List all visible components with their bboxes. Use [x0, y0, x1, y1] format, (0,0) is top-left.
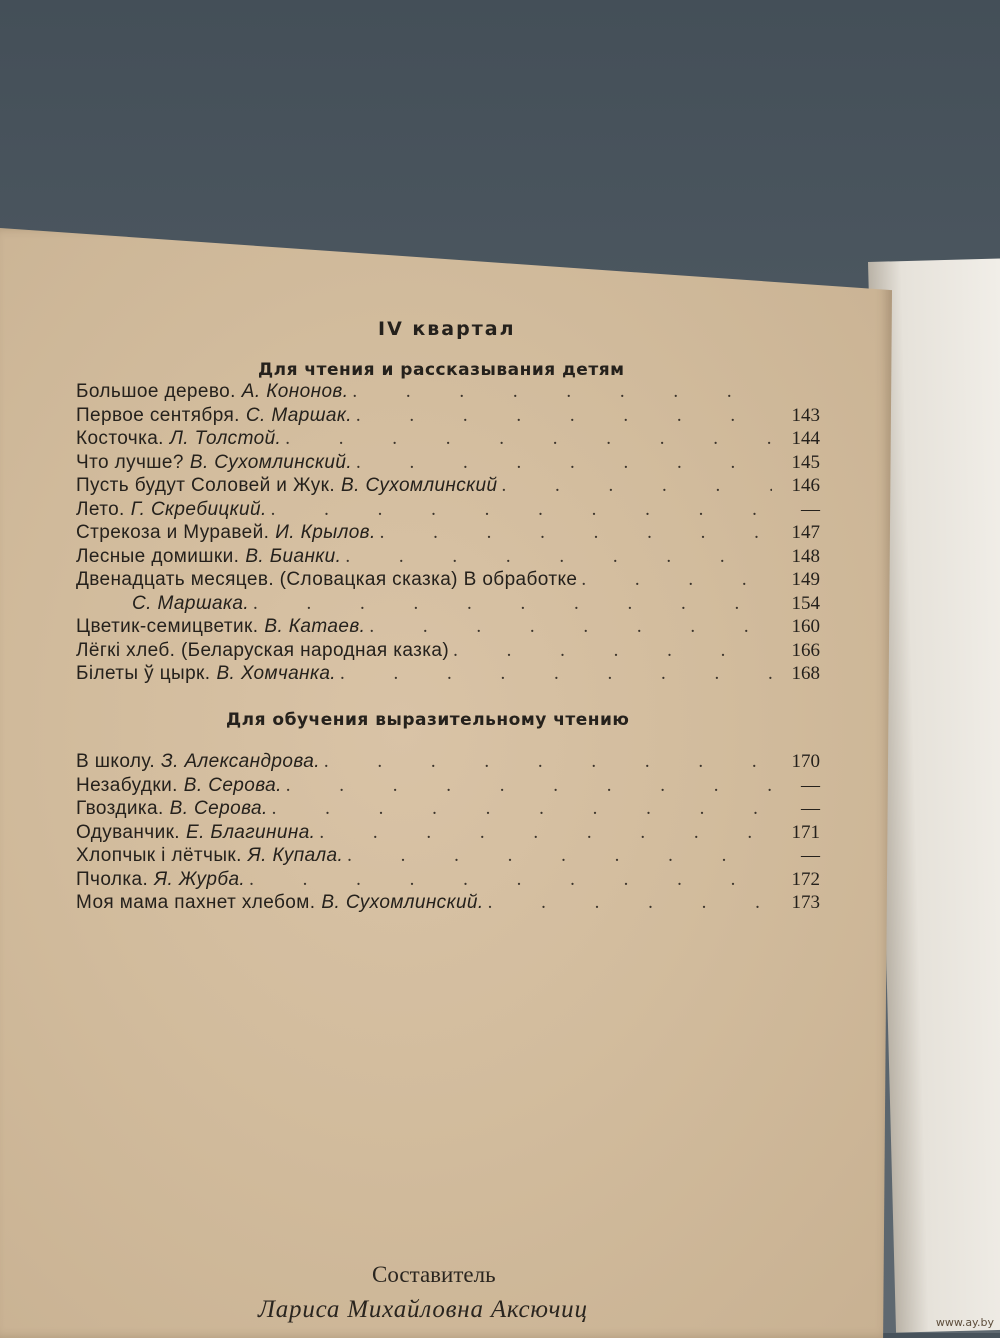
entry-text [76, 498, 267, 522]
leader-dots [453, 639, 772, 663]
page-number: 172 [791, 868, 820, 890]
entry-title: Моя мама пахнет хлебом. [76, 892, 316, 913]
leader-dots [324, 750, 772, 774]
page-number: — [801, 774, 820, 796]
entry-text [76, 427, 281, 451]
entry-title: Стрекоза и Муравей. [76, 522, 270, 543]
toc-entry [76, 662, 820, 686]
page-number: 173 [791, 892, 820, 913]
entry-text [76, 404, 352, 428]
entry-title: Что лучше? [76, 451, 184, 473]
toc-list-expressive [76, 750, 820, 915]
entry-author: Л. Толстой. [169, 428, 282, 449]
leader-dots [319, 821, 772, 845]
entry-text [76, 474, 497, 498]
entry-title: Одуванчик. [76, 821, 180, 843]
entry-title: Лёгкі хлеб. (Беларуская народная казка) [76, 639, 450, 661]
toc-entry [76, 891, 820, 915]
entry-author: Г. Скребицкий. [130, 498, 267, 520]
entry-title: Двенадцать месяцев. (Словацкая сказка) В обработке [76, 569, 578, 590]
compiler-label: Составитель [372, 1262, 496, 1287]
entry-text [76, 615, 365, 639]
entry-author: С. Маршак. [245, 404, 352, 426]
quarter-title: IV квартал [378, 318, 516, 340]
entry-text [76, 797, 268, 821]
page-number: — [801, 498, 820, 520]
toc-entry [76, 380, 820, 404]
entry-author: Е. Благинина. [186, 821, 316, 843]
leader-dots [488, 891, 772, 915]
toc-entry [76, 639, 820, 663]
toc-entry [76, 521, 820, 545]
page-number: 160 [791, 616, 820, 637]
entry-title: Гвоздика. [76, 798, 164, 819]
leader-dots [285, 427, 772, 451]
page-number: 149 [791, 569, 820, 590]
toc-entry [76, 545, 820, 569]
entry-author: Я. Журба. [154, 868, 246, 890]
entry-text [76, 891, 484, 915]
page-number: 143 [791, 404, 820, 426]
leader-dots [356, 451, 772, 475]
entry-text [76, 750, 320, 774]
page-number: 145 [791, 451, 820, 473]
page-number: 148 [791, 545, 820, 567]
toc-entry [76, 568, 820, 592]
section-heading-expressive: Для обучения выразительному чтению [226, 710, 630, 730]
entry-author: В. Сухомлинский. [321, 892, 484, 913]
page-number: — [801, 798, 820, 819]
entry-author: В. Сухомлинский [341, 475, 498, 496]
entry-title: Большое дерево. [76, 381, 236, 402]
toc-entry [76, 427, 820, 451]
entry-text [76, 380, 348, 404]
section-heading-reading: Для чтения и рассказывания детям [258, 360, 625, 380]
page-number: 171 [791, 821, 820, 843]
toc-entry [76, 797, 820, 821]
page-number: — [801, 845, 820, 866]
page-number: 166 [791, 639, 820, 661]
leader-dots [347, 844, 772, 868]
toc-entry [76, 844, 820, 868]
entry-text [76, 521, 376, 545]
page-number: 154 [791, 592, 820, 614]
leader-dots [340, 662, 772, 686]
entry-author: В. Катаев. [264, 616, 366, 637]
watermark: www.ay.by [935, 1316, 994, 1329]
leader-dots [356, 404, 772, 428]
toc-entry [76, 451, 820, 475]
entry-text [76, 821, 315, 845]
leader-dots [271, 498, 772, 522]
entry-title: Лето. [76, 498, 125, 520]
entry-text [76, 662, 336, 686]
entry-title: Пусть будут Соловей и Жук. [76, 475, 336, 496]
leader-dots [249, 868, 772, 892]
entry-title: В школу. [76, 751, 156, 772]
page-number: 146 [791, 475, 820, 496]
leader-dots [380, 521, 772, 545]
entry-text [76, 545, 341, 569]
toc-entry [76, 592, 820, 616]
toc-entry [76, 404, 820, 428]
toc-entry [76, 498, 820, 522]
page-number: 147 [791, 522, 820, 543]
entry-author: В. Бианки. [245, 545, 342, 567]
entry-title: Пчолка. [76, 868, 149, 890]
toc-entry [76, 774, 820, 798]
entry-text [76, 592, 249, 616]
toc-entry [76, 868, 820, 892]
entry-author: С. Маршака. [132, 592, 250, 614]
entry-text [76, 639, 449, 663]
toc-entry [76, 615, 820, 639]
entry-title: Лесные домишки. [76, 545, 240, 567]
page-number: 144 [791, 428, 820, 449]
leader-dots [352, 380, 772, 404]
entry-title: Косточка. [76, 428, 164, 449]
entry-title: Первое сентября. [76, 404, 240, 426]
entry-author: В. Серова. [183, 774, 282, 796]
compiler-name: Лариса Михайловна Аксючиц [258, 1296, 588, 1323]
entry-author: Я. Купала. [247, 845, 344, 866]
toc-entry [76, 474, 820, 498]
entry-text [76, 844, 343, 868]
entry-text [76, 568, 577, 592]
entry-author: А. Кононов. [241, 381, 349, 402]
entry-author: И. Крылов. [275, 522, 376, 543]
entry-text [76, 774, 282, 798]
leader-dots [272, 797, 772, 821]
toc-entry [76, 750, 820, 774]
entry-text [76, 868, 245, 892]
toc-list-reading [76, 380, 820, 686]
leader-dots [501, 474, 772, 498]
entry-title: Цветик-семицветик. [76, 616, 259, 637]
entry-title: Білеты ў цырк. [76, 663, 211, 684]
entry-title: Хлопчык і лётчык. [76, 845, 242, 866]
leader-dots [369, 615, 772, 639]
leader-dots [286, 774, 772, 798]
entry-author: В. Сухомлинский. [189, 451, 353, 473]
entry-author: З. Александрова. [161, 751, 320, 772]
entry-text [76, 451, 352, 475]
entry-title: Незабудки. [76, 774, 178, 796]
page-number: 168 [791, 663, 820, 684]
page-number: 170 [791, 751, 820, 772]
entry-author: В. Хомчанка. [216, 663, 336, 684]
leader-dots [581, 568, 772, 592]
toc-entry [76, 821, 820, 845]
leader-dots [345, 545, 772, 569]
entry-author: В. Серова. [169, 798, 268, 819]
leader-dots [253, 592, 772, 616]
